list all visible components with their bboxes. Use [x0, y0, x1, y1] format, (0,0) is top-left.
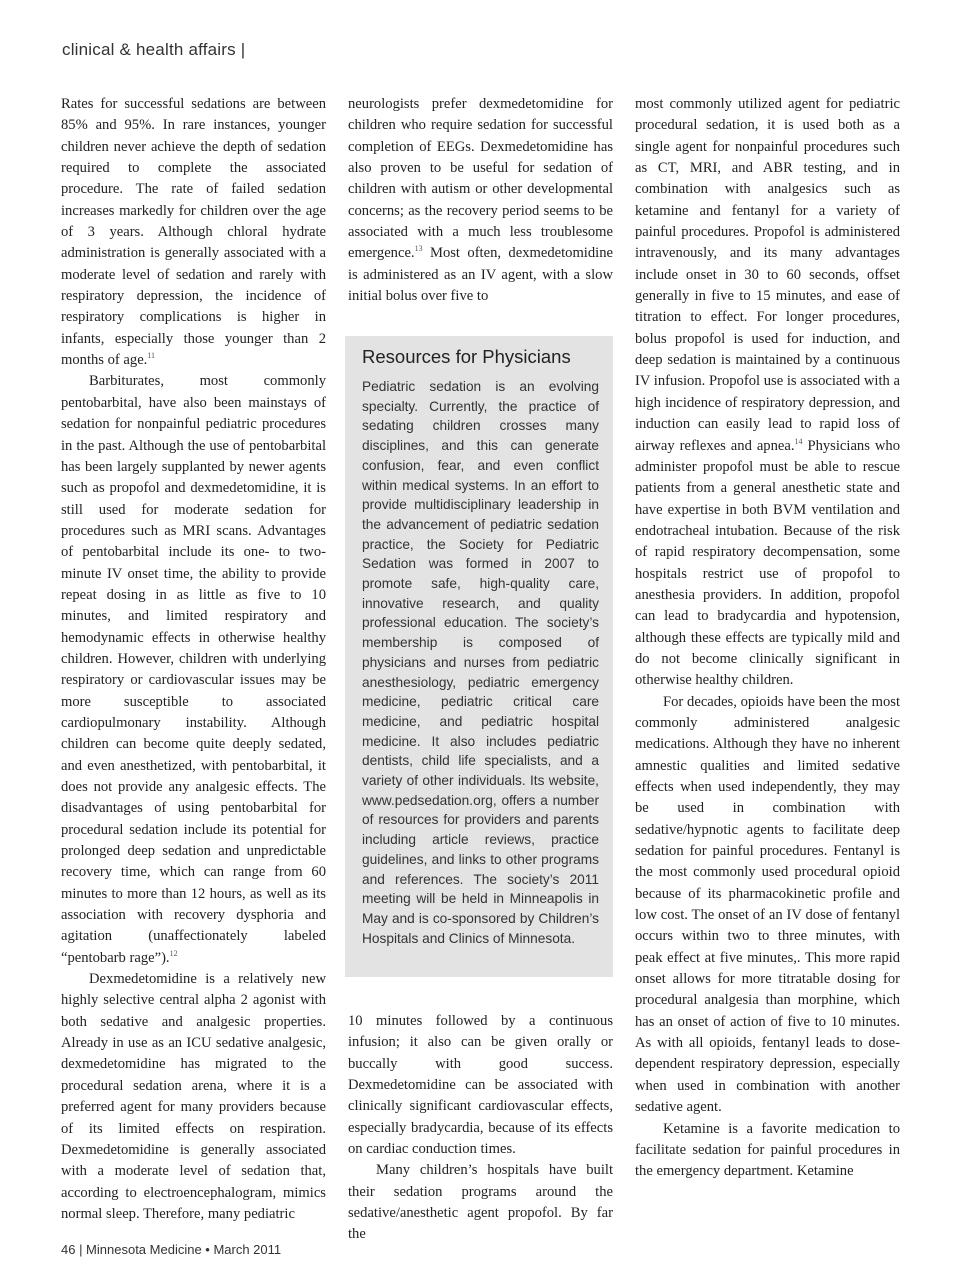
reference-superscript: 11	[147, 351, 156, 361]
paragraph: Barbiturates, most commonly pentobarbital, have also been mainstays of sedation for nonpainful pediatric procedures in the past. Although the use of pentobarbital has been largely supplanted by newer agents such as propofol and dexmedetomidine, it is still used for moderate sedation for procedures such as MRI scans. Advantages of pentobarbital include its one- to two-minute IV onset time, the ability to provide repeat dosing in as little as five to 10 minutes, and limited respiratory and hemodynamic effects in otherwise healthy children. However, children with underlying respiratory or cardiovascular issues may be more susceptible to associated cardiopulmonary instability. Although children can become quite deeply sedated, and even anesthetized, with pentobarbital, it does not provide any analgesic effects. The disadvantages of using pentobarbital for procedural sedation include its potential for prolonged deep sedation and unpredictable recovery time, which can range from 60 minutes to more than 12 hours, as well as its association with recovery dysphoria and agitation (unaffectionately labeled “pentobarb rage”).$^{12}$	[61, 373, 326, 966]
paragraph: Dexmedetomidine is a relatively new highly selective central alpha 2 agonist with both sedative and analgesic properties. Already in use as an ICU sedative analgesic, dexmedetomidine has migrated to the procedural sedation arena, where it is a preferred agent for many providers because of its limited effects on respiration. Dexmedetomidine is generally associated with a moderate level of sedation that, according to electroencephalogram, mimics normal sleep. Therefore, many pediatric	[61, 971, 326, 1222]
article-column-2-top	[348, 94, 613, 307]
section-header: clinical & health affairs |	[62, 40, 246, 59]
paragraph: 10 minutes followed by a continuous infusion; it also can be given orally or buccally with good success. Dexmedetomidine can be associated with clinically significant cardiovascular effects, especially bradycardia, because of its effects on cardiac conduction times.	[348, 1013, 613, 1158]
reference-superscript: 12	[169, 948, 178, 958]
article-column-2-bottom	[348, 1011, 613, 1246]
reference-superscript: 14	[794, 436, 803, 446]
article-column-1	[61, 94, 326, 1225]
sidebar-body: Pediatric sedation is an evolving specialty. Currently, the practice of sedating children crosses many disciplines, and this can generate confusion, fear, and even conflict within medical systems. In an effort to provide multidisciplinary leadership in the advancement of pediatric sedation practice, the Society for Pediatric Sedation was formed in 2007 to promote safe, high-quality care, innovative research, and quality professional education. The society’s membership is composed of physicians and nurses from pediatric anesthesiology, pediatric emergency medicine, pediatric critical care medicine, and pediatric hospital medicine. It also includes pediatric dentists, child life specialists, and a variety of other individuals. Its website, www.pedsedation.org, offers a number of resources for providers and parents including article reviews, practice guidelines, and links to other programs and references. The society’s 2011 meeting will be held in Minneapolis in May and is co-sponsored by Children’s Hospitals and Clinics of Minnesota.	[362, 379, 599, 946]
paragraph: For decades, opioids have been the most commonly administered analgesic medications. Although they have no inherent amnestic qualities and limited sedative effects when used independently, they may be used in combination with sedative/hypnotic agents to facilitate deep sedation for painful procedures. Fentanyl is the most commonly used procedural opioid because of its pharmacokinetic profile and low cost. The onset of an IV dose of fentanyl occurs within two to three minutes, with peak effect at five minutes,. This more rapid onset allows for more titratable dosing for procedural analgesia than morphine, which has an onset of action of five to 10 minutes. As with all opioids, fentanyl leads to dose-dependent respiratory depression, especially when used in combination with another sedative agent.	[635, 693, 900, 1116]
resources-sidebar-box	[345, 336, 613, 977]
paragraph: Many children’s hospitals have built their sedation programs around the sedative/anesthetic agent propofol. By far the	[348, 1162, 613, 1243]
paragraph: most commonly utilized agent for pediatric procedural sedation, it is used both as a single agent for nonpainful procedures such as CT, MRI, and ABR testing, and in combination with analgesics such as ketamine and fentanyl for a variety of painful procedures. Propofol is administered intravenously, and its many advantages include onset in 30 to 60 seconds, offset generally in five to 15 minutes, and ease of titration to effect. For longer procedures, bolus propofol is used for induction, and deep sedation is maintained by a continuous IV infusion. Propofol use is associated with a high incidence of respiratory depression, and induction can easily lead to rapid loss of airway reflexes and apnea.$^{14}$ Physicians who administer propofol must be able to rescue patients from a general anesthetic state and have expertise in both BVM ventilation and endotracheal intubation. Because of the risk of rapid respiratory decompensation, some hospitals restrict use of propofol to anesthesia providers. In addition, propofol can lead to bradycardia and hypotension, although these effects are typically mild and do not become clinically significant in otherwise healthy children.	[635, 96, 900, 689]
article-column-3	[635, 94, 900, 1183]
paragraph: Rates for successful sedations are between 85% and 95%. In rare instances, younger children never achieve the depth of sedation required to complete the associated procedure. The rate of failed sedation increases markedly for children over the age of 3 years. Although chloral hydrate administration is generally associated with a moderate level of sedation and rarely with respiratory depression, the incidence of respiratory complications is higher in infants, especially those younger than 2 months of age.$^{11}$	[61, 96, 326, 369]
paragraph: neurologists prefer dexmedetomidine for children who require sedation for successful completion of EEGs. Dexmedetomidine has also proven to be useful for sedation of children with autism or other developmental concerns; as the recovery period seems to be associated with a much less troublesome emergence.$^{13}$ Most often, dexmedetomidine is administered as an IV agent, with a slow initial bolus over five to	[348, 96, 613, 305]
reference-superscript: 13	[414, 244, 423, 254]
sidebar-title: Resources for Physicians	[362, 346, 571, 367]
paragraph: Ketamine is a favorite medication to facilitate sedation for painful procedures in the emergency department. Ketamine	[635, 1120, 900, 1180]
page-footer: 46 | Minnesota Medicine • March 2011	[61, 1242, 282, 1257]
